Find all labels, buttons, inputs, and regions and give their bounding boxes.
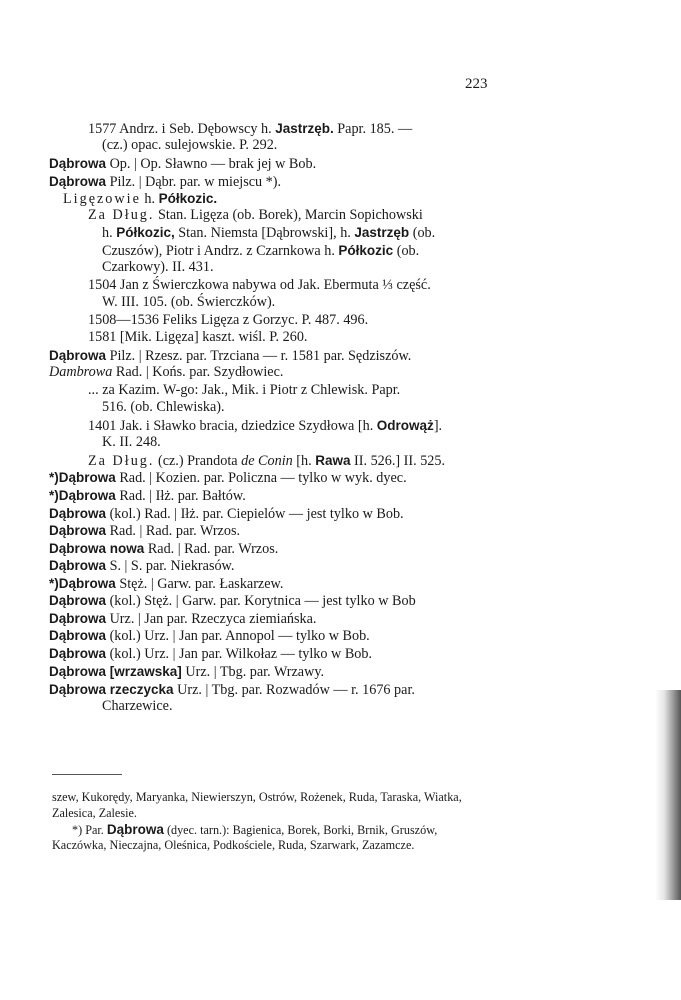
text-line-segment: Dąbrowa	[49, 174, 107, 189]
footnote-line-segment: *) Par.	[72, 823, 107, 837]
text-line-segment: (kol.) Rad. | Iłż. par. Ciepielów — jest tylko w Bob.	[106, 506, 404, 522]
text-line	[49, 173, 281, 191]
text-line-segment: Op. | Op. Sławno — brak jej w Bob.	[106, 156, 317, 172]
text-line	[88, 452, 445, 470]
text-line-segment: *)Dąbrowa	[49, 576, 116, 591]
text-line-segment: Dambrowa	[49, 364, 113, 380]
text-line-segment: (cz.) Prandota	[154, 453, 242, 469]
text-line-segment: Rawa	[315, 453, 351, 468]
text-line-segment: de Conin	[241, 453, 293, 469]
text-line-segment: Stęż. | Garw. par. Łaskarzew.	[115, 576, 284, 592]
text-line-segment: Rad. | Rad. par. Wrzos.	[106, 523, 241, 539]
text-line	[88, 120, 412, 138]
text-line	[49, 469, 407, 487]
footnote-line-segment: Dąbrowa	[106, 822, 164, 837]
text-line	[88, 417, 442, 435]
text-line	[102, 242, 419, 260]
text-line	[88, 312, 368, 329]
text-line-segment: (ob.	[409, 225, 436, 241]
text-line-segment: 1508—1536 Feliks Ligęza z Gorzyc. P. 487. 496.	[88, 312, 369, 328]
footnote-line-segment: (dyec. tarn.): Bagienica, Borek, Borki, Brnik, Gruszów,	[163, 823, 438, 837]
footnote-line	[52, 806, 137, 821]
text-line	[49, 505, 404, 523]
text-line-segment: Czuszów), Piotr i Andrz. z Czarnkowa h.	[102, 243, 339, 259]
page-number: 223	[465, 76, 488, 92]
text-line-segment: Pilz. | Rzesz. par. Trzciana — r. 1581 par. Sędziszów.	[106, 348, 412, 364]
text-line-segment: (kol.) Stęż. | Garw. par. Korytnica — jest tylko w Bob	[106, 593, 416, 609]
text-line-segment: 1577 Andrz. i Seb. Dębowscy h.	[88, 121, 276, 137]
footnote-line-segment: Kaczówka, Nieczajna, Oleśnica, Podkościele, Ruda, Szarwark, Zazamcze.	[52, 838, 415, 852]
text-line-segment: S. | S. par. Niekrasów.	[106, 558, 235, 574]
text-line-segment: Półkozic	[338, 243, 394, 258]
text-line	[49, 364, 283, 381]
footnote-line	[52, 790, 462, 805]
text-line	[88, 277, 431, 294]
text-line-segment: Dąbrowa rzeczycka	[49, 682, 174, 697]
text-line	[49, 557, 234, 575]
text-line	[88, 382, 400, 399]
text-line-segment: Dąbrowa	[49, 646, 107, 661]
text-line-segment: Urz. | Jan par. Rzeczyca ziemiańska.	[106, 611, 317, 627]
text-line-segment: Rad. | Iłż. par. Bałtów.	[115, 488, 246, 504]
text-line-segment: Dąbrowa	[49, 523, 107, 538]
text-line-segment: 516. (ob. Chlewiska).	[102, 399, 225, 415]
text-line	[49, 575, 283, 593]
text-line	[102, 434, 161, 451]
text-line-segment: Rad. | Rad. par. Wrzos.	[144, 541, 279, 557]
text-line-segment: Stan. Niemsta [Dąbrowski], h.	[174, 225, 355, 241]
text-line-segment: h.	[140, 191, 159, 207]
text-line-segment: Dąbrowa [wrzawska]	[49, 664, 182, 679]
text-line-segment: *)Dąbrowa	[49, 488, 116, 503]
text-line	[88, 207, 423, 224]
text-line-segment: Rad. | Kozien. par. Policzna — tylko w wyk. dyec.	[115, 470, 407, 486]
text-line	[102, 259, 214, 276]
text-line-segment: Odrowąż	[376, 418, 434, 433]
text-line	[102, 698, 173, 715]
text-line-segment: Dąbrowa	[49, 628, 107, 643]
page-edge-shadow	[655, 690, 681, 900]
text-line-segment: Jastrzęb	[354, 225, 410, 240]
text-line-segment: Dąbrowa	[49, 506, 107, 521]
text-line-segment: Pilz. | Dąbr. par. w miejscu *).	[106, 174, 282, 190]
text-line-segment: K. II. 248.	[102, 434, 161, 450]
text-line-segment: Jastrzęb.	[275, 121, 334, 136]
text-line	[49, 592, 416, 610]
text-line-segment: W. III. 105. (ob. Świerczków).	[102, 294, 276, 310]
text-line-segment: 1504 Jan z Świerczkowa nabywa od Jak. Ebermuta ⅓ część.	[88, 277, 431, 293]
text-line-segment: (kol.) Urz. | Jan par. Wilkołaz — tylko w Bob.	[106, 646, 373, 662]
text-line-segment: Za Dług.	[88, 453, 155, 469]
text-line	[49, 522, 240, 540]
footnote-line-segment: szew, Kukorędy, Maryanka, Niewierszyn, Ostrów, Rożenek, Ruda, Taraska, Wiatka,	[52, 790, 462, 804]
text-line-segment: II. 526.] II. 525.	[350, 453, 446, 469]
text-line	[49, 645, 372, 663]
footnote-line-segment: Zalesica, Zalesie.	[52, 806, 137, 820]
text-line-segment: [h.	[292, 453, 316, 469]
text-line-segment: Dąbrowa	[49, 156, 107, 171]
text-line	[63, 190, 217, 208]
text-line-segment: Dąbrowa	[49, 593, 107, 608]
text-line	[49, 627, 370, 645]
text-line-segment: Rad. | Końs. par. Szydłowiec.	[112, 364, 284, 380]
text-line-segment: 1401 Jak. i Sławko bracia, dziedzice Szydłowa [h.	[88, 418, 377, 434]
text-line-segment: Stan. Ligęza (ob. Borek), Marcin Sopichowski	[154, 207, 423, 223]
text-line-segment: Za Dług.	[88, 207, 155, 223]
text-line-segment: Charzewice.	[102, 698, 173, 714]
text-line-segment: Papr. 185. —	[333, 121, 413, 137]
text-line	[49, 610, 316, 628]
text-line	[49, 681, 415, 699]
footnote-line	[52, 838, 414, 853]
footnote-line	[72, 822, 437, 838]
text-line-segment: Półkozic,	[116, 225, 175, 240]
text-line-segment: ... za Kazim. W-go: Jak., Mik. i Piotr z Chlewisk. Papr.	[88, 382, 401, 398]
text-line-segment: Urz. | Tbg. par. Wrzawy.	[181, 664, 325, 680]
text-line	[49, 487, 246, 505]
text-line-segment: *)Dąbrowa	[49, 470, 116, 485]
text-line	[102, 224, 435, 242]
text-line-segment: (cz.) opac. sulejowskie. P. 292.	[102, 137, 278, 153]
text-line	[49, 540, 278, 558]
text-line-segment: 1581 [Mik. Ligęza] kaszt. wiśl. P. 260.	[88, 329, 308, 345]
text-line-segment: Ligęzowie	[63, 191, 141, 207]
text-line	[102, 137, 277, 154]
text-line-segment: (ob.	[393, 243, 420, 259]
text-line	[102, 294, 275, 311]
text-line	[49, 347, 411, 365]
text-line-segment: Dąbrowa	[49, 348, 107, 363]
text-line-segment: Urz. | Tbg. par. Rozwadów — r. 1676 par.	[173, 682, 415, 698]
footnote-rule	[52, 774, 122, 775]
text-line	[102, 399, 225, 416]
text-line-segment: ].	[433, 418, 443, 434]
text-line-segment: Półkozic.	[158, 191, 218, 206]
text-line-segment: Dąbrowa	[49, 611, 107, 626]
text-line-segment: Dąbrowa	[49, 558, 107, 573]
text-line	[49, 663, 324, 681]
text-line-segment: h.	[102, 225, 117, 241]
text-line	[49, 155, 316, 173]
text-line-segment: Czarkowy). II. 431.	[102, 259, 214, 275]
text-line	[88, 329, 307, 346]
text-line-segment: (kol.) Urz. | Jan par. Annopol — tylko w Bob.	[106, 628, 370, 644]
text-line-segment: Dąbrowa nowa	[49, 541, 145, 556]
